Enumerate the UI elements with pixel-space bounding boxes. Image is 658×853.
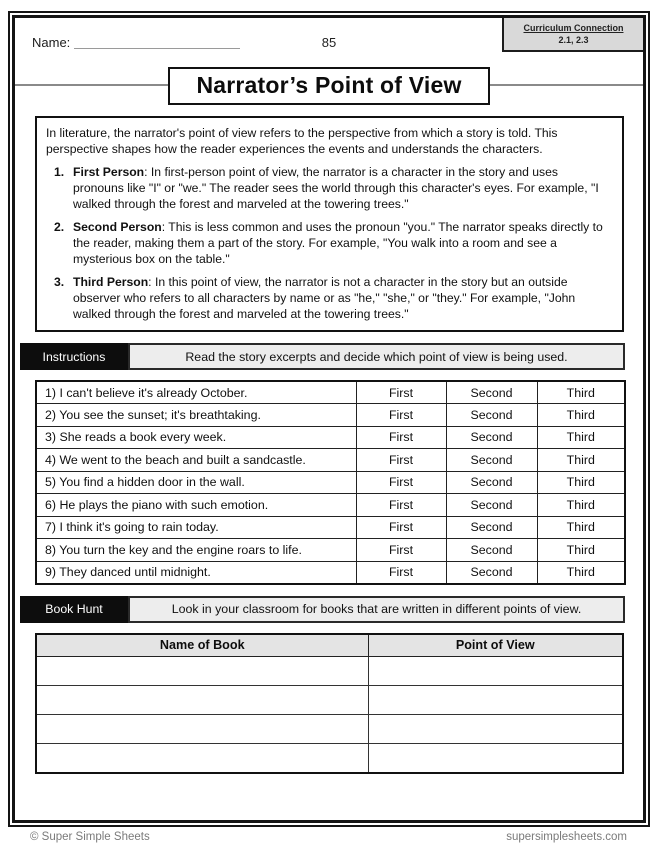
page-frame xyxy=(8,11,650,827)
book-hunt-table xyxy=(35,633,624,774)
statements-table-body xyxy=(36,381,625,584)
statement-row xyxy=(36,471,625,494)
item-text xyxy=(73,274,612,322)
pov-description: : In first-person point of view, the narrator is a character in the story and uses pronouns like "I" or "we." The reader sees the world through this character's eyes. For example, "I walked through the forest and marveled at the towering trees." xyxy=(73,165,599,211)
intro-paragraph: In literature, the narrator's point of view refers to the perspective from which a story is told. This perspective shapes how the reader experiences the events and understands the characters. xyxy=(46,126,558,156)
page-number: 85 xyxy=(321,35,337,50)
option-second[interactable]: Second xyxy=(446,426,537,449)
option-first[interactable]: First xyxy=(356,381,446,404)
statement-row xyxy=(36,561,625,584)
pov-list-item xyxy=(46,274,612,322)
statement-text: 7) I think it's going to rain today. xyxy=(36,516,356,539)
option-second[interactable]: Second xyxy=(446,449,537,472)
statement-row xyxy=(36,426,625,449)
column-name-of-book: Name of Book xyxy=(36,634,368,657)
book-hunt-row xyxy=(36,744,623,773)
statement-row xyxy=(36,516,625,539)
option-first[interactable]: First xyxy=(356,539,446,562)
book-hunt-header-row xyxy=(36,634,623,657)
book-name-cell[interactable] xyxy=(36,744,368,773)
footer-website: supersimplesheets.com xyxy=(506,831,627,843)
statement-text: 3) She reads a book every week. xyxy=(36,426,356,449)
option-third[interactable]: Third xyxy=(537,561,625,584)
curriculum-title: Curriculum Connection xyxy=(523,23,624,33)
statement-row xyxy=(36,494,625,517)
statement-row xyxy=(36,404,625,427)
option-second[interactable]: Second xyxy=(446,539,537,562)
book-name-cell[interactable] xyxy=(36,715,368,744)
book-hunt-row xyxy=(36,657,623,686)
instructions-text: Read the story excerpts and decide which point of view is being used. xyxy=(128,343,625,370)
option-first[interactable]: First xyxy=(356,561,446,584)
option-second[interactable]: Second xyxy=(446,404,537,427)
option-second[interactable]: Second xyxy=(446,561,537,584)
instructions-bar xyxy=(20,343,625,370)
statement-row xyxy=(36,449,625,472)
option-second[interactable]: Second xyxy=(446,471,537,494)
option-third[interactable]: Third xyxy=(537,426,625,449)
statement-text: 6) He plays the piano with such emotion. xyxy=(36,494,356,517)
statement-row xyxy=(36,539,625,562)
book-pov-cell[interactable] xyxy=(368,657,623,686)
pov-description: : This is less common and uses the pronoun "you." The narrator speaks directly to the reader, making them a part of the story. For example, "You walk into a room and see a mysterious box on the table." xyxy=(73,220,603,266)
title-band xyxy=(15,67,643,103)
option-third[interactable]: Third xyxy=(537,494,625,517)
option-third[interactable]: Third xyxy=(537,471,625,494)
statement-row xyxy=(36,381,625,404)
option-first[interactable]: First xyxy=(356,471,446,494)
item-number: 1. xyxy=(54,165,65,179)
worksheet xyxy=(12,15,646,823)
name-label: Name: xyxy=(32,35,71,50)
item-number: 3. xyxy=(54,275,65,289)
book-pov-cell[interactable] xyxy=(368,744,623,773)
option-third[interactable]: Third xyxy=(537,539,625,562)
option-third[interactable]: Third xyxy=(537,449,625,472)
book-name-cell[interactable] xyxy=(36,657,368,686)
option-first[interactable]: First xyxy=(356,516,446,539)
option-third[interactable]: Third xyxy=(537,516,625,539)
footer-copyright: © Super Simple Sheets xyxy=(30,831,150,843)
pov-list xyxy=(46,164,612,322)
pov-description: : In this point of view, the narrator is not a character in the story but an outside observer who refers to all characters by name or as "he," "she," or "they." For example, "John walked through the forest and marveled at the towering trees." xyxy=(73,275,576,321)
statement-text: 9) They danced until midnight. xyxy=(36,561,356,584)
name-field xyxy=(32,35,240,50)
pov-term: Second Person xyxy=(73,220,162,234)
curriculum-connection-box xyxy=(502,18,643,52)
page-title: Narrator’s Point of View xyxy=(196,72,462,98)
book-name-cell[interactable] xyxy=(36,686,368,715)
item-text xyxy=(73,164,612,212)
pov-term: Third Person xyxy=(73,275,149,289)
option-third[interactable]: Third xyxy=(537,381,625,404)
statement-text: 8) You turn the key and the engine roars to life. xyxy=(36,539,356,562)
book-hunt-row xyxy=(36,686,623,715)
statement-text: 1) I can't believe it's already October. xyxy=(36,381,356,404)
item-number: 2. xyxy=(54,220,65,234)
option-first[interactable]: First xyxy=(356,494,446,517)
option-first[interactable]: First xyxy=(356,426,446,449)
option-first[interactable]: First xyxy=(356,404,446,427)
bookhunt-table-body xyxy=(36,657,623,773)
option-second[interactable]: Second xyxy=(446,381,537,404)
item-text xyxy=(73,219,612,267)
statement-text: 2) You see the sunset; it's breathtaking. xyxy=(36,404,356,427)
column-point-of-view: Point of View xyxy=(368,634,623,657)
option-second[interactable]: Second xyxy=(446,516,537,539)
footer xyxy=(30,831,627,843)
book-hunt-bar xyxy=(20,596,625,623)
pov-list-item xyxy=(46,164,612,212)
book-hunt-label: Book Hunt xyxy=(20,596,128,623)
statements-table xyxy=(35,380,626,585)
statement-text: 4) We went to the beach and built a sandcastle. xyxy=(36,449,356,472)
book-pov-cell[interactable] xyxy=(368,686,623,715)
option-third[interactable]: Third xyxy=(537,404,625,427)
book-pov-cell[interactable] xyxy=(368,715,623,744)
intro-box xyxy=(35,116,624,332)
curriculum-codes: 2.1, 2.3 xyxy=(558,35,589,45)
statement-text: 5) You find a hidden door in the wall. xyxy=(36,471,356,494)
instructions-label: Instructions xyxy=(20,343,128,370)
pov-term: First Person xyxy=(73,165,145,179)
option-first[interactable]: First xyxy=(356,449,446,472)
option-second[interactable]: Second xyxy=(446,494,537,517)
header xyxy=(15,18,643,66)
pov-list-item xyxy=(46,219,612,267)
title-box xyxy=(168,67,489,105)
book-hunt-text: Look in your classroom for books that are written in different points of view. xyxy=(128,596,625,623)
name-input-line[interactable] xyxy=(74,35,240,49)
book-hunt-row xyxy=(36,715,623,744)
